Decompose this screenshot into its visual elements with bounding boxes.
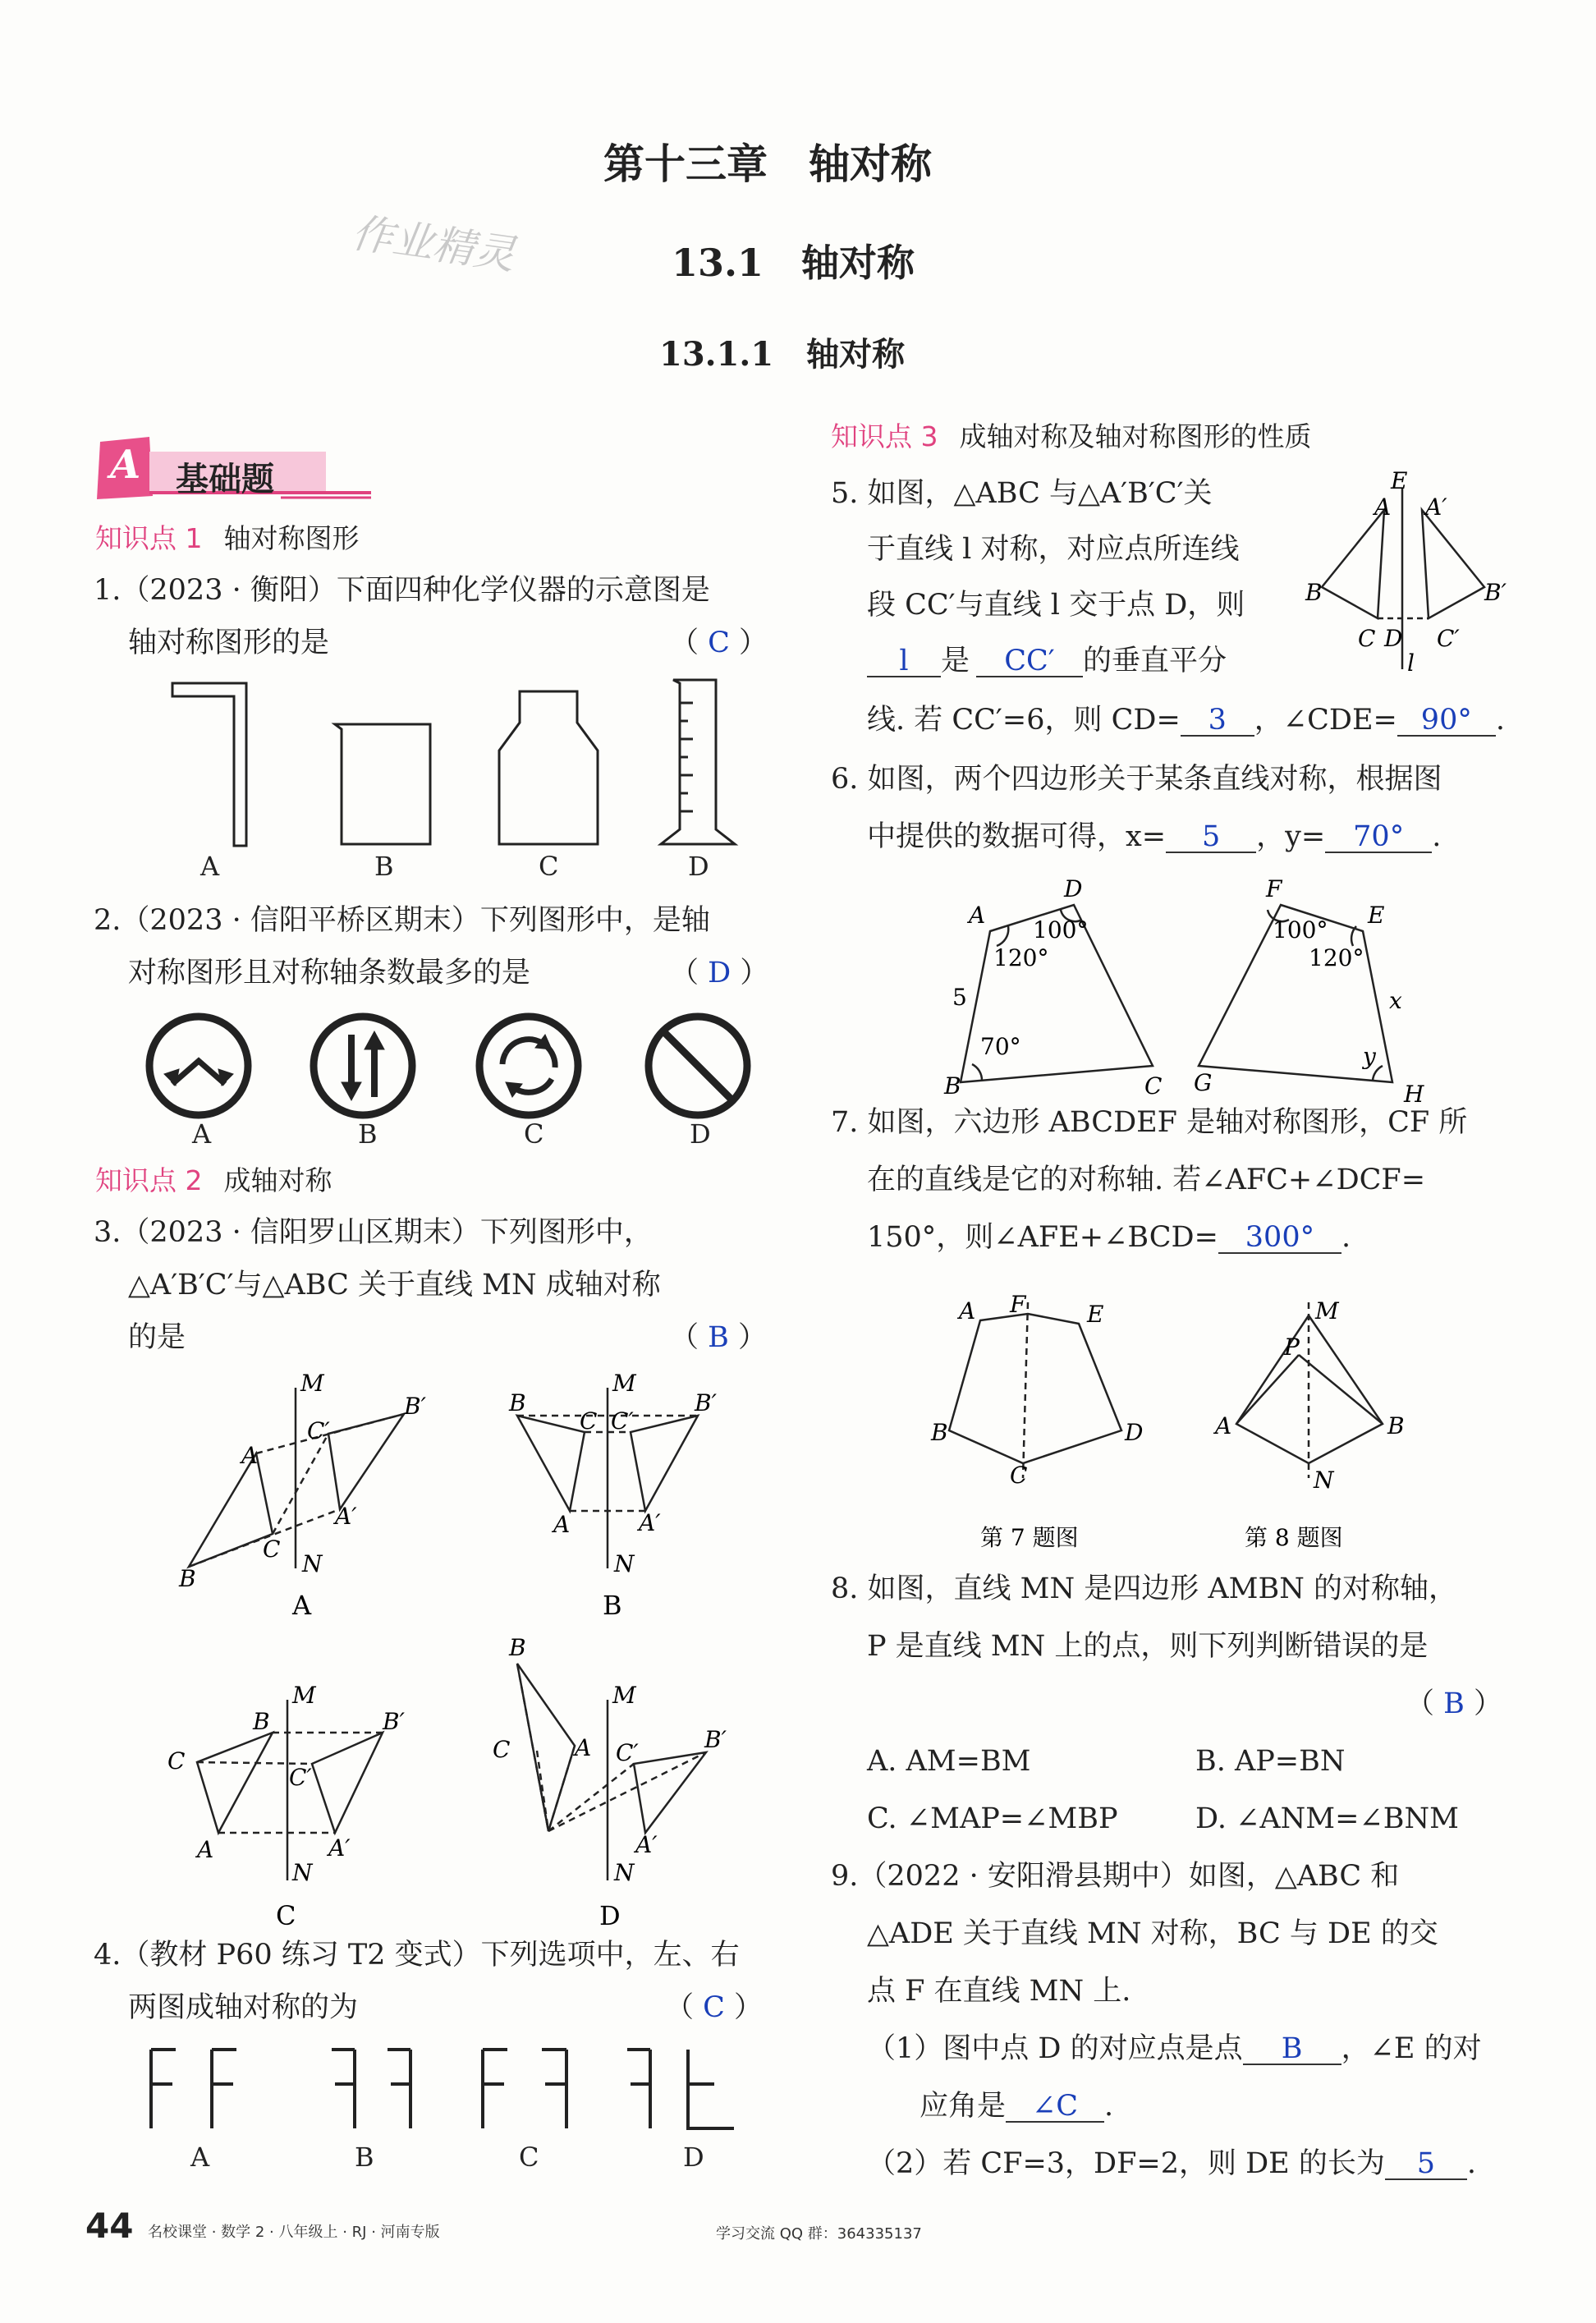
q6-label-h: H [1404,1081,1424,1108]
q3-fig-b [517,1388,698,1568]
q8-fig [1236,1302,1383,1478]
q1-line2: 轴对称图形的是 [128,627,330,659]
q8-label-p: P [1284,1334,1300,1361]
q9-text: （2）若 CF=3，DF=2，则 DE 的长为 [867,2147,1385,2180]
q5-text: ，∠CDE= [1254,704,1397,737]
q3a-label-b: B [179,1565,196,1592]
q7-text: 150°，则∠AFE+∠BCD= [867,1221,1218,1254]
q3b-label-m: M [612,1370,636,1397]
q2-option-d: D [690,1118,711,1150]
q5-line3: 段 CC′与直线 l 交于点 D，则 [867,589,1245,622]
q4-pair-c [483,2050,566,2128]
q8-option-c: C. ∠MAP=∠MBP [867,1802,1118,1835]
q2-sign-c [479,1017,578,1115]
q5-label-b: B [1305,579,1323,606]
kp-name: 成轴对称 [223,1164,332,1196]
q9-blank2[interactable]: ∠C [1006,2091,1104,2123]
q4-answer: C [703,1991,725,2024]
q1-figures [148,673,764,887]
q5-blank1[interactable]: l [867,646,941,677]
q6-label-e: E [1368,902,1385,929]
q1-option-d: D [688,851,709,882]
q4-pair-a [151,2050,236,2128]
book-info: 名校课堂 · 数学 2 · 八年级上 · RJ · 河南专版 [148,2224,440,2241]
q9-part2: （2）若 CF=3，DF=2，则 DE 的长为 5 . [867,2147,1476,2180]
q2-sign-a [149,1017,248,1115]
q8-label-m: M [1315,1297,1339,1324]
q3-option-d: D [599,1900,621,1931]
q5-label-b1: B′ [1484,579,1507,606]
q6-blank-x[interactable]: 5 [1166,822,1256,853]
q7-label-a: A [959,1297,976,1324]
fig8-caption: 第 8 题图 [1245,1524,1343,1551]
q6-line1: 6. 如图，两个四边形关于某条直线对称，根据图 [831,763,1442,796]
q6-label-y: y [1363,1043,1376,1070]
q4-line2: 两图成轴对称的为 [128,1991,359,2024]
q3d-label-b1: B′ [704,1726,727,1753]
q6-label-c: C [1144,1072,1163,1100]
q1-fig-b [335,724,430,844]
q3-line1: 3.（2023 · 信阳罗山区期末）下列图形中， [94,1216,653,1249]
kp-label: 知识点 1 [95,522,203,554]
q1-line1: 1.（2023 · 衡阳）下面四种化学仪器的示意图是 [94,574,710,607]
q7-line1: 7. 如图，六边形 ABCDEF 是轴对称图形，CF 所 [831,1106,1468,1139]
page-number: 44 [85,2206,134,2246]
q7-line3: 150°，则∠AFE+∠BCD= 300° . [867,1221,1351,1254]
q9-text: （1）图中点 D 的对应点是点 [867,2032,1243,2065]
q5-line4 [867,644,1227,678]
q6-angle-120b: 120° [1309,944,1364,971]
q2-line2: 对称图形且对称轴条数最多的是 [128,957,531,989]
q8-answer-paren: （ B ） [1406,1687,1503,1720]
q3c-label-c: C [167,1747,186,1774]
q5-text: 的垂直平分 [1083,645,1227,677]
q7-blank[interactable]: 300° [1218,1223,1341,1254]
q3-line2: △A′B′C′与△ABC 关于直线 MN 成轴对称 [128,1269,661,1302]
q3-fig-d [517,1664,706,1880]
q7-label-b: B [931,1419,948,1446]
q1-answer: C [708,627,730,659]
q3b-label-a: A [553,1511,571,1538]
q3c-label-a: A [197,1836,214,1863]
q8-label-a: A [1215,1412,1232,1439]
kp-label: 知识点 3 [831,420,938,452]
q6-text: 中提供的数据可得，x= [867,820,1167,853]
q6-figure [936,872,1445,1108]
q5-line2: 于直线 l 对称，对应点所连线 [867,533,1240,566]
q6-blank-y[interactable]: 70° [1325,822,1432,853]
q1-option-a: A [200,851,220,882]
q3d-label-c: C [493,1736,511,1763]
q9-part1-line1 [867,2031,1482,2066]
q7-line2: 在的直线是它的对称轴. 若∠AFC+∠DCF= [867,1164,1426,1196]
q4-pair-b [332,2050,410,2128]
q3d-label-b: B [509,1634,526,1661]
q3-line3: 的是 [128,1321,186,1354]
watermark: 作业精灵 [348,209,519,279]
q4-figures [140,2043,755,2150]
q1-option-b: B [374,851,394,882]
q3a-label-b1: B′ [404,1393,426,1420]
q2-answer: D [708,957,732,989]
q2-option-a: A [192,1118,212,1150]
q6-angle-120a: 120° [993,944,1049,971]
badge-letter: A [110,442,141,488]
q3-fig-a [189,1388,404,1568]
q3a-label-n: N [302,1550,323,1577]
q1-answer-paren: （ C ） [670,627,768,659]
q8-label-n: N [1314,1467,1334,1494]
kp-name: 轴对称图形 [223,522,360,554]
q2-sign-d [649,1017,747,1115]
q3c-label-c1: C′ [289,1764,312,1791]
q2-sign-b [314,1017,412,1115]
q5-blank3[interactable]: 3 [1181,705,1254,737]
q7-label-d: D [1125,1419,1144,1446]
q3d-label-m: M [612,1682,636,1709]
q7-q8-figures [928,1278,1420,1557]
q2-answer-paren: （ D ） [670,957,769,989]
q5-line1: 5. 如图，△ABC 与△A′B′C′关 [831,477,1213,510]
q3b-label-c1: C′ [611,1407,634,1435]
q7-fig [949,1302,1121,1478]
q7-label-f: F [1010,1291,1026,1318]
q3a-label-m: M [300,1370,324,1397]
fig7-caption: 第 7 题图 [980,1524,1079,1551]
q2-option-c: C [524,1118,544,1150]
q3b-label-a1: A′ [639,1509,661,1536]
q4-pair-d [627,2050,734,2128]
q8-line1: 8. 如图，直线 MN 是四边形 AMBN 的对称轴， [831,1572,1457,1605]
q5-text: 是 [941,645,970,677]
q5-blank2[interactable]: CC′ [976,646,1083,677]
q3c-label-b1: B′ [383,1708,405,1735]
q6-text: ，y= [1256,820,1326,853]
q2-line1: 2.（2023 · 信阳平桥区期末）下列图形中，是轴 [94,904,710,937]
knowledge-point-1 [95,522,360,555]
q5-text: 线. 若 CC′=6，则 CD= [867,704,1181,737]
q4-option-b: B [355,2142,374,2173]
q5-figure [1305,467,1519,686]
qq-group: 学习交流 QQ 群：364335137 [716,2225,922,2243]
knowledge-point-3 [831,420,1312,453]
q6-side-5: 5 [952,984,967,1011]
q3c-label-a1: A′ [328,1834,351,1862]
q6-label-f: F [1266,875,1282,902]
q6-label-d: D [1064,875,1083,902]
q5-blank4[interactable]: 90° [1397,705,1496,737]
q8-line2: P 是直线 MN 上的点，则下列判断错误的是 [867,1630,1429,1663]
q1-option-c: C [539,851,559,882]
q6-angle-100b: 100° [1273,916,1328,943]
q9-line3: 点 F 在直线 MN 上. [867,1975,1131,2008]
q8-option-a: A. AM=BM [867,1745,1031,1778]
q6-angle-70: 70° [980,1033,1021,1060]
q3d-label-a: A [575,1734,592,1761]
subsection-title: 13.1.1 轴对称 [659,335,906,374]
q9-text: 应角是 [920,2090,1007,2123]
q9-blank1[interactable]: B [1243,2034,1341,2065]
kp-label: 知识点 2 [95,1164,203,1196]
section-badge [92,434,375,503]
section-title: 13.1 轴对称 [672,241,915,285]
q3b-label-n: N [614,1550,635,1577]
q5-label-a1: A′ [1425,494,1447,521]
q6-label-x: x [1389,987,1402,1014]
q5-label-l: l [1407,650,1415,677]
q5-label-e: E [1391,467,1408,494]
kp-name: 成轴对称及轴对称图形的性质 [959,420,1312,452]
q1-fig-a [172,683,246,846]
q3d-label-n: N [614,1859,635,1886]
q1-fig-d [661,680,735,844]
q8-option-d: D. ∠ANM=∠BNM [1195,1802,1459,1835]
q3d-label-c1: C′ [616,1739,639,1766]
q3-answer: B [708,1321,729,1354]
q6-angle-100a: 100° [1033,916,1089,943]
q3-answer-paren: （ B ） [670,1321,768,1354]
q5-label-a: A [1374,494,1392,521]
q3a-label-a1: A′ [335,1503,357,1530]
q4-option-c: C [519,2142,539,2173]
q4-option-a: A [190,2142,210,2173]
q3c-label-n: N [292,1859,313,1886]
q5-label-c: C [1358,625,1376,652]
q8-label-b: B [1387,1412,1405,1439]
q4-answer-paren: （ C ） [665,1991,764,2024]
q3-figures [164,1371,755,1930]
q3-option-c: C [276,1900,296,1931]
q6-line2: 中提供的数据可得，x= 5 ，y= 70° . [867,820,1442,853]
q1-fig-c [499,691,598,844]
q6-label-g: G [1194,1069,1213,1096]
q4-line1: 4.（教材 P60 练习 T2 变式）下列选项中，左、右 [94,1939,740,1972]
q3-option-a: A [292,1590,312,1621]
q9-part1-line2: 应角是 ∠C . [920,2090,1114,2123]
q2-figures [140,1010,764,1133]
q3c-label-b: B [253,1708,270,1735]
knowledge-point-2 [95,1164,332,1197]
q7-label-c: C [1010,1462,1028,1489]
q3c-label-m: M [292,1682,316,1709]
q6-label-a: A [969,902,986,929]
q3b-label-b: B [509,1389,526,1416]
q3b-label-c: C [580,1407,598,1435]
q9-line2: △ADE 关于直线 MN 对称，BC 与 DE 的交 [867,1917,1438,1950]
q8-option-b: B. AP=BN [1195,1745,1346,1778]
q6-label-b: B [944,1072,961,1100]
chapter-title: 第十三章 轴对称 [603,140,932,188]
q3a-label-c: C [263,1536,281,1563]
q3d-label-a1: A′ [635,1831,658,1858]
q9-text: ，∠E 的对 [1341,2032,1482,2065]
q5-label-d: D [1384,625,1403,652]
q3a-label-a: A [241,1442,259,1469]
q3b-label-b1: B′ [695,1389,717,1416]
q2-option-b: B [358,1118,378,1150]
q4-option-d: D [683,2142,704,2173]
q3-option-b: B [603,1590,622,1621]
q9-line1: 9.（2022 · 安阳滑县期中）如图，△ABC 和 [831,1860,1400,1893]
badge-label: 基础题 [176,460,274,498]
q7-label-e: E [1087,1301,1104,1328]
q5-line5: 线. 若 CC′=6，则 CD= 3 ，∠CDE= 90° . [867,704,1505,737]
q3a-label-c1: C′ [307,1417,330,1444]
q9-blank3[interactable]: 5 [1385,2149,1467,2180]
q5-label-c1: C′ [1437,625,1460,652]
q8-answer: B [1443,1687,1465,1720]
